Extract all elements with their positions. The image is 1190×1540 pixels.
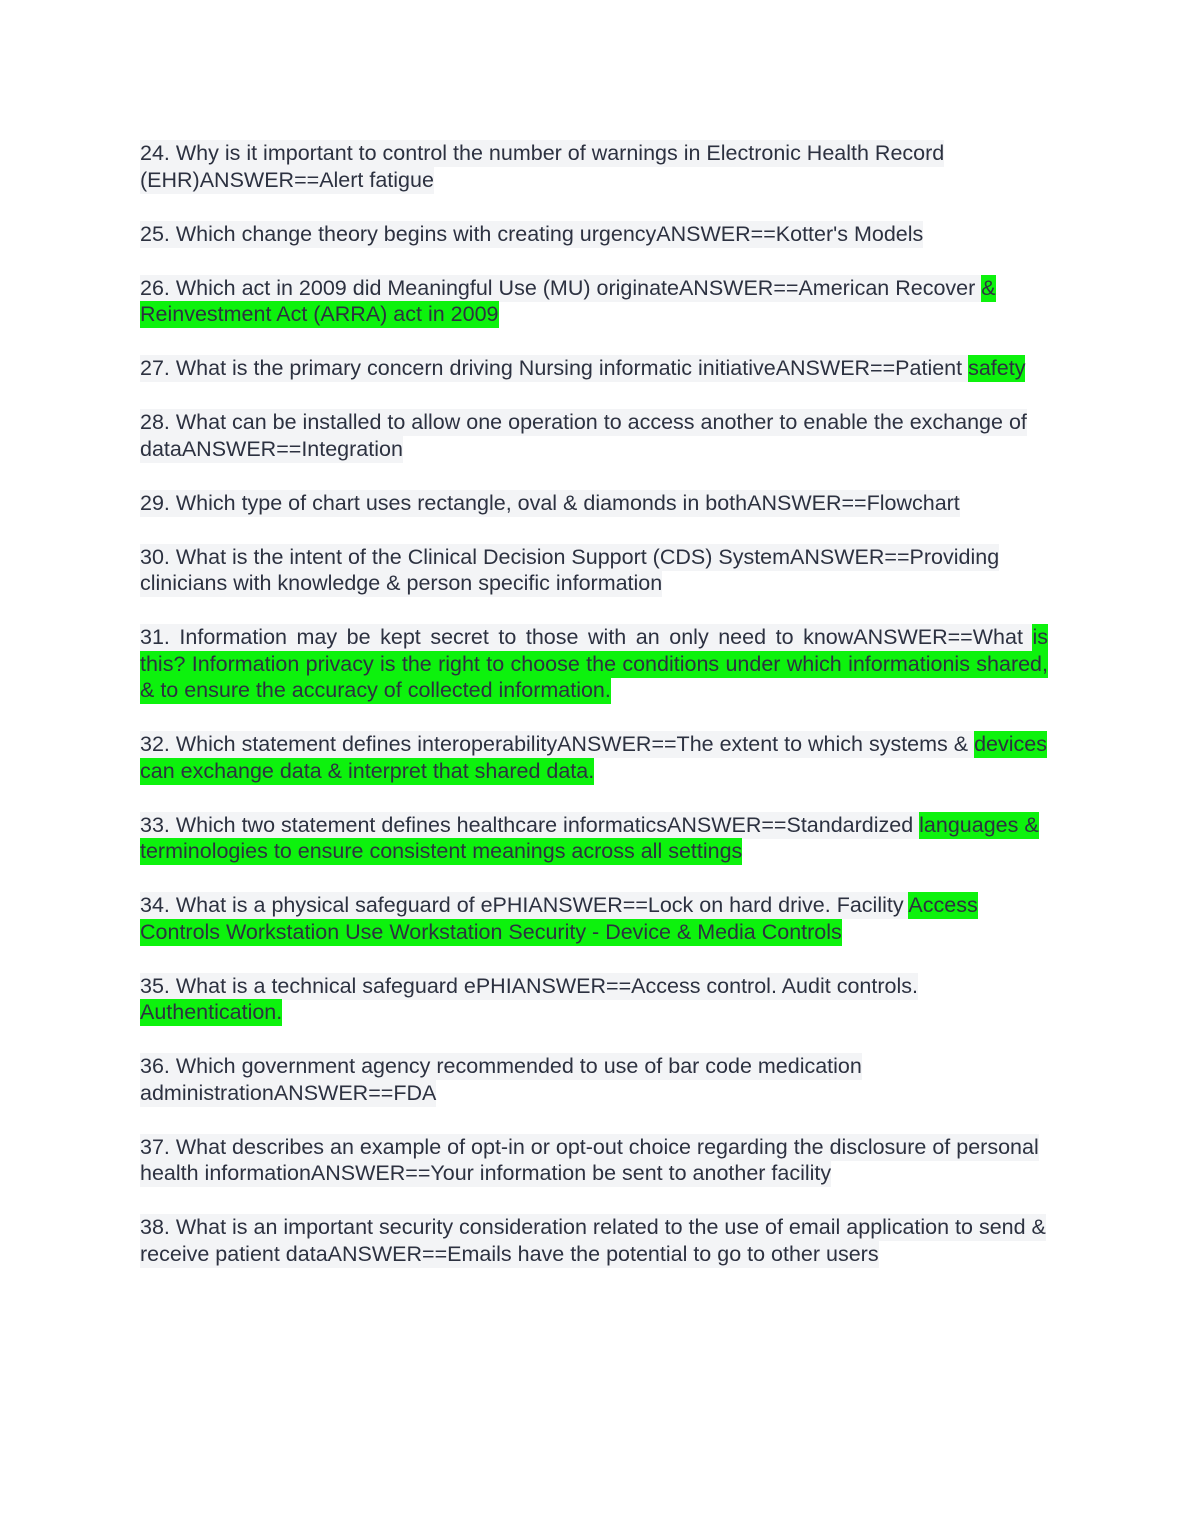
- highlighted-answer: languages & terminologies to ensure consistent meanings across all settings: [140, 812, 1039, 863]
- highlighted-answer: Authentication.: [140, 1000, 283, 1024]
- question-37: [140, 1134, 1048, 1187]
- question-35: [140, 973, 1048, 1026]
- highlighted-answer: devices can exchange data & interpret that shared data.: [140, 732, 1047, 783]
- highlighted-answer: Access Controls Workstation Use Workstation Security - Device & Media Controls: [140, 893, 978, 944]
- question-text: 28. What can be installed to allow one operation to access another to enable the exchange of dataANSWER==Integration: [140, 410, 1027, 461]
- question-text: 32. Which statement defines interoperabilityANSWER==The extent to which systems &: [140, 732, 975, 756]
- question-38: [140, 1214, 1048, 1267]
- question-text: 29. Which type of chart uses rectangle, oval & diamonds in bothANSWER==Flowchart: [140, 490, 960, 515]
- highlighted-answer: is this? Information privacy is the right to choose the conditions under which informationis shared, & to ensure the accuracy of collected information.: [140, 625, 1048, 702]
- highlighted-answer: & Reinvestment Act (ARRA) act in 2009: [140, 275, 996, 326]
- question-25: [140, 221, 1048, 248]
- question-32: [140, 731, 1048, 784]
- question-30: [140, 544, 1048, 597]
- question-text: 35. What is a technical safeguard ePHIANSWER==Access control. Audit controls.: [140, 973, 918, 998]
- question-31: [140, 624, 1048, 704]
- question-34: [140, 892, 1048, 945]
- question-text: 26. Which act in 2009 did Meaningful Use (MU) originateANSWER==American Recover: [140, 275, 982, 300]
- question-text: 33. Which two statement defines healthcare informaticsANSWER==Standardized: [140, 812, 920, 837]
- question-text: 38. What is an important security consideration related to the use of email application to send & receive patient dataANSWER==Emails have the potential to go to other users: [140, 1215, 1046, 1266]
- document-page: [140, 140, 1048, 1295]
- question-text: 25. Which change theory begins with creating urgencyANSWER==Kotter's Models: [140, 221, 924, 246]
- question-text: 37. What describes an example of opt-in or opt-out choice regarding the disclosure of personal health informationANSWER==Your information be sent to another facility: [140, 1134, 1039, 1185]
- question-text: 27. What is the primary concern driving Nursing informatic initiativeANSWER==Patient: [140, 356, 969, 380]
- question-text: 24. Why is it important to control the number of warnings in Electronic Health Record (EHR)ANSWER==Alert fatigue: [140, 141, 945, 192]
- question-36: [140, 1053, 1048, 1106]
- question-26: [140, 275, 1048, 328]
- question-28: [140, 409, 1048, 462]
- question-33: [140, 812, 1048, 865]
- question-29: [140, 490, 1048, 517]
- highlighted-answer: safety: [968, 356, 1026, 380]
- question-24: [140, 140, 1048, 193]
- question-text: 34. What is a physical safeguard of ePHIANSWER==Lock on hard drive. Facility: [140, 893, 909, 917]
- question-text: 31. Information may be kept secret to those with an only need to knowANSWER==What: [140, 625, 1033, 649]
- question-27: [140, 355, 1048, 382]
- question-text: 30. What is the intent of the Clinical Decision Support (CDS) SystemANSWER==Providing clinicians with knowledge & person specific information: [140, 544, 1000, 595]
- question-text: 36. Which government agency recommended to use of bar code medication administrationANSWER==FDA: [140, 1054, 862, 1105]
